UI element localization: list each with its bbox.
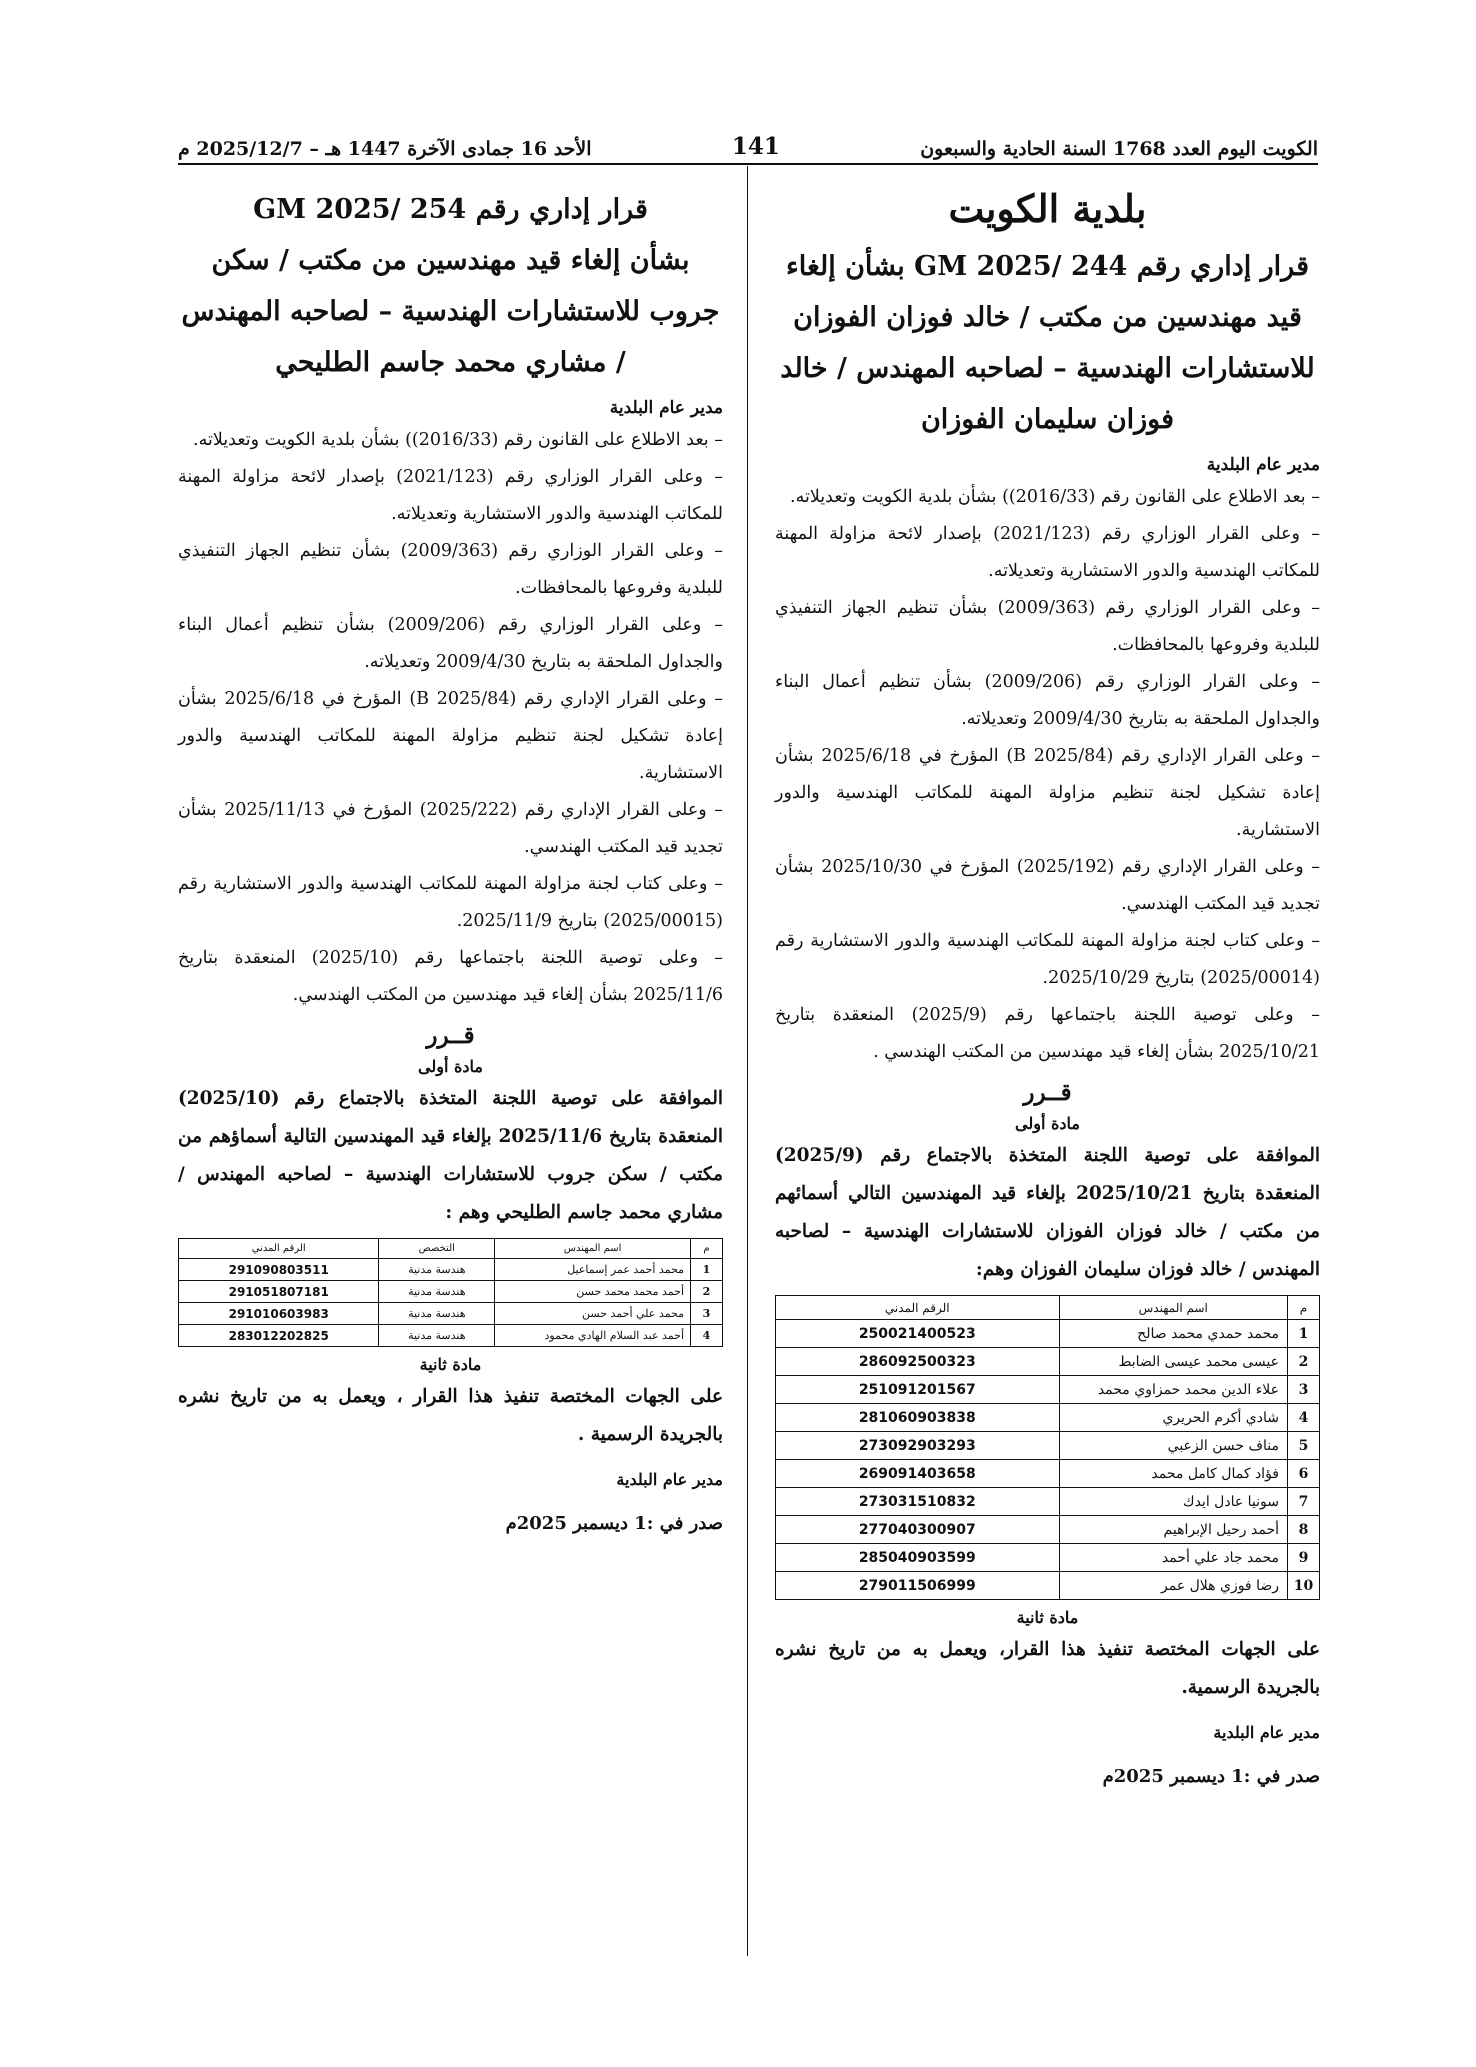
page-header	[178, 120, 1318, 160]
civil-id: 291051807181	[179, 1281, 379, 1303]
gazette-issue-info: الكويت اليوم العدد 1768 السنة الحادية والسبعون	[920, 138, 1318, 160]
row-index: 8	[1288, 1516, 1320, 1544]
row-index: 5	[1288, 1432, 1320, 1460]
preamble-clause: – بعد الاطلاع على القانون رقم (2016/33)) بشأن بلدية الكويت وتعديلاته.	[193, 430, 723, 450]
col-header-index: م	[691, 1239, 723, 1259]
table-header-row	[179, 1239, 723, 1259]
preamble	[178, 422, 723, 1014]
table-row	[776, 1348, 1320, 1376]
civil-id: 251091201567	[776, 1376, 1060, 1404]
article-1-text: الموافقة على توصية اللجنة المتخذة بالاجتماع رقم (2025/9) المنعقدة بتاريخ 2025/10/21 بإلغاء قيد المهندسين التالي أسمائهم من مكتب / خالد فوزان الفوزان للاستشارات الهندسية – لصاحبه المهندس / خالد فوزان سليمان الفوزان وهم:	[775, 1145, 1321, 1280]
decision-title	[178, 184, 723, 388]
engineer-name: أحمد عبد السلام الهادي محمود	[495, 1325, 691, 1347]
table-row	[179, 1281, 723, 1303]
signer-line: مدير عام البلدية	[1206, 455, 1320, 475]
preamble-clause: – وعلى القرار الإداري رقم (2025/84 B) المؤرخ في 2025/6/18 بشأن إعادة تشكيل لجنة تنظيم مزاولة المهنة للمكاتب الهندسية والدور الاستشارية.	[775, 746, 1320, 840]
issuer: مدير عام البلدية	[1213, 1723, 1320, 1742]
preamble-clause: – وعلى القرار الوزاري رقم (2009/206) بشأن تنظيم أعمال البناء والجداول الملحقة به بتاريخ 2009/4/30 وتعديلاته.	[775, 672, 1320, 729]
civil-id: 291010603983	[179, 1303, 379, 1325]
row-index: 2	[1288, 1348, 1320, 1376]
issuer: مدير عام البلدية	[616, 1470, 723, 1489]
issue-date-line: صدر في :1 ديسمبر 2025م	[505, 1513, 723, 1534]
civil-id: 250021400523	[776, 1320, 1060, 1348]
engineer-name: عيسى محمد عيسى الضابط	[1059, 1348, 1287, 1376]
preamble-clause: – وعلى القرار الإداري رقم (2025/222) المؤرخ في 2025/11/13 بشأن تجديد قيد المكتب الهندسي.	[178, 800, 723, 857]
civil-id: 291090803511	[179, 1259, 379, 1281]
col-header-index: م	[1288, 1296, 1320, 1320]
article-1-text: الموافقة على توصية اللجنة المتخذة بالاجتماع رقم (2025/10) المنعقدة بتاريخ 2025/11/6 بإلغاء قيد المهندسين التالية أسماؤهم من مكتب / سكن جروب للاستشارات الهندسية – لصاحبه المهندس / مشاري محمد جاسم الطليحي وهم :	[178, 1088, 724, 1223]
decision-title-subject: بشأن إلغاء قيد مهندسين من مكتب / سكن جروب للاستشارات الهندسية – لصاحبه المهندس / مشاري محمد جاسم الطليحي	[181, 245, 720, 378]
preamble-clause: – وعلى القرار الإداري رقم (2025/84 B) المؤرخ في 2025/6/18 بشأن إعادة تشكيل لجنة تنظيم مزاولة المهنة للمكاتب الهندسية والدور الاستشارية.	[178, 689, 723, 783]
page-number: 141	[731, 133, 780, 160]
article-2-text: على الجهات المختصة تنفيذ هذا القرار ، ويعمل به من تاريخ نشره بالجريدة الرسمية .	[178, 1386, 723, 1445]
header-rule	[178, 163, 1318, 165]
table-row	[179, 1325, 723, 1347]
preamble-clause: – وعلى القرار الإداري رقم (2025/192) المؤرخ في 2025/10/30 بشأن تجديد قيد المكتب الهندسي.	[775, 857, 1320, 914]
preamble-clause: – وعلى كتاب لجنة مزاولة المهنة للمكاتب الهندسية والدور الاستشارية رقم (2025/00014) بتاريخ 2025/10/29.	[775, 931, 1320, 988]
table-row	[776, 1432, 1320, 1460]
table-row	[776, 1488, 1320, 1516]
preamble-clause: – وعلى كتاب لجنة مزاولة المهنة للمكاتب الهندسية والدور الاستشارية رقم (2025/00015) بتاريخ 2025/11/9.	[178, 874, 723, 931]
table-row	[776, 1404, 1320, 1432]
decision-heading: قــرر	[426, 1022, 475, 1049]
col-header-civil-id: الرقم المدني	[776, 1296, 1060, 1320]
article-2-title: مادة ثانية	[1016, 1608, 1079, 1627]
col-header-name: اسم المهندس	[1059, 1296, 1287, 1320]
decision-244-column	[775, 180, 1320, 1787]
engineer-name: محمد أحمد عمر إسماعيل	[495, 1259, 691, 1281]
civil-id: 269091403658	[776, 1460, 1060, 1488]
engineer-name: محمد حمدي محمد صالح	[1059, 1320, 1287, 1348]
engineer-name: فؤاد كمال كامل محمد	[1059, 1460, 1287, 1488]
preamble-clause: – وعلى القرار الوزاري رقم (2021/123) بإصدار لائحة مزاولة المهنة للمكاتب الهندسية والدور الاستشارية وتعديلاته.	[178, 467, 723, 524]
civil-id: 285040903599	[776, 1544, 1060, 1572]
table-row	[776, 1320, 1320, 1348]
row-index: 10	[1288, 1572, 1320, 1600]
row-index: 9	[1288, 1544, 1320, 1572]
preamble-clause: – وعلى توصية اللجنة باجتماعها رقم (2025/9) المنعقدة بتاريخ 2025/10/21 بشأن إلغاء قيد مهندسين من المكتب الهندسي .	[775, 1005, 1321, 1062]
civil-id: 283012202825	[179, 1325, 379, 1347]
col-header-name: اسم المهندس	[495, 1239, 691, 1259]
specialty: هندسة مدنية	[379, 1303, 495, 1325]
table-row	[776, 1460, 1320, 1488]
decision-title-number: قرار إداري رقم 254 /2025 GM	[253, 194, 648, 225]
civil-id: 277040300907	[776, 1516, 1060, 1544]
engineers-table	[775, 1295, 1320, 1600]
row-index: 4	[1288, 1404, 1320, 1432]
article-1-title: مادة أولى	[418, 1057, 483, 1076]
row-index: 4	[691, 1325, 723, 1347]
civil-id: 281060903838	[776, 1404, 1060, 1432]
preamble-clause: – وعلى القرار الوزاري رقم (2021/123) بإصدار لائحة مزاولة المهنة للمكاتب الهندسية والدور الاستشارية وتعديلاته.	[775, 524, 1320, 581]
preamble-clause: – وعلى القرار الوزاري رقم (2009/363) بشأن تنظيم الجهاز التنفيذي للبلدية وفروعها بالمحافظات.	[775, 598, 1321, 655]
engineer-name: شادي أكرم الحريري	[1059, 1404, 1287, 1432]
col-header-civil-id: الرقم المدني	[179, 1239, 379, 1259]
civil-id: 279011506999	[776, 1572, 1060, 1600]
table-row	[776, 1572, 1320, 1600]
decision-heading: قــرر	[1023, 1079, 1072, 1106]
table-row	[776, 1376, 1320, 1404]
row-index: 1	[1288, 1320, 1320, 1348]
row-index: 3	[1288, 1376, 1320, 1404]
engineer-name: علاء الدين محمد حمزاوي محمد	[1059, 1376, 1287, 1404]
engineers-table	[178, 1238, 723, 1347]
table-row	[179, 1259, 723, 1281]
org-title: بلدية الكويت	[948, 186, 1147, 231]
article-1-title: مادة أولى	[1015, 1114, 1080, 1133]
article-2-title: مادة ثانية	[419, 1355, 482, 1374]
table-row	[179, 1303, 723, 1325]
table-row	[776, 1516, 1320, 1544]
engineer-name: سونيا عادل ايدك	[1059, 1488, 1287, 1516]
table-row	[776, 1544, 1320, 1572]
preamble	[775, 479, 1320, 1071]
signer-line: مدير عام البلدية	[609, 398, 723, 418]
engineer-name: مناف حسن الزعبي	[1059, 1432, 1287, 1460]
engineer-name: أحمد محمد محمد حسن	[495, 1281, 691, 1303]
row-index: 6	[1288, 1460, 1320, 1488]
specialty: هندسة مدنية	[379, 1281, 495, 1303]
civil-id: 286092500323	[776, 1348, 1060, 1376]
table-header-row	[776, 1296, 1320, 1320]
preamble-clause: – وعلى القرار الوزاري رقم (2009/206) بشأن تنظيم أعمال البناء والجداول الملحقة به بتاريخ 2009/4/30 وتعديلاته.	[178, 615, 723, 672]
preamble-clause: – بعد الاطلاع على القانون رقم (2016/33)) بشأن بلدية الكويت وتعديلاته.	[790, 487, 1320, 507]
engineer-name: أحمد رحيل الإبراهيم	[1059, 1516, 1287, 1544]
decision-254-column	[178, 180, 723, 1534]
issue-date: الأحد 16 جمادى الآخرة 1447 هـ – 2025/12/7 م	[178, 138, 592, 160]
article-2-text: على الجهات المختصة تنفيذ هذا القرار، ويعمل به من تاريخ نشره بالجريدة الرسمية.	[775, 1639, 1320, 1698]
decision-title: قرار إداري رقم 244 /2025 GM بشأن إلغاء قيد مهندسين من مكتب / خالد فوزان الفوزان للاستشارات الهندسية – لصاحبه المهندس / خالد فوزان سليمان الفوزان	[780, 251, 1315, 435]
issue-date-line: صدر في :1 ديسمبر 2025م	[1102, 1766, 1320, 1787]
civil-id: 273092903293	[776, 1432, 1060, 1460]
engineer-name: محمد جاد علي أحمد	[1059, 1544, 1287, 1572]
specialty: هندسة مدنية	[379, 1325, 495, 1347]
specialty: هندسة مدنية	[379, 1259, 495, 1281]
civil-id: 273031510832	[776, 1488, 1060, 1516]
preamble-clause: – وعلى توصية اللجنة باجتماعها رقم (2025/10) المنعقدة بتاريخ 2025/11/6 بشأن إلغاء قيد مهندسين من المكتب الهندسي.	[178, 948, 724, 1005]
column-divider	[747, 166, 748, 1956]
row-index: 7	[1288, 1488, 1320, 1516]
row-index: 1	[691, 1259, 723, 1281]
engineer-name: محمد علي أحمد حسن	[495, 1303, 691, 1325]
engineer-name: رضا فوزي هلال عمر	[1059, 1572, 1287, 1600]
col-header-specialty: التخصص	[379, 1239, 495, 1259]
row-index: 2	[691, 1281, 723, 1303]
preamble-clause: – وعلى القرار الوزاري رقم (2009/363) بشأن تنظيم الجهاز التنفيذي للبلدية وفروعها بالمحافظات.	[178, 541, 724, 598]
row-index: 3	[691, 1303, 723, 1325]
